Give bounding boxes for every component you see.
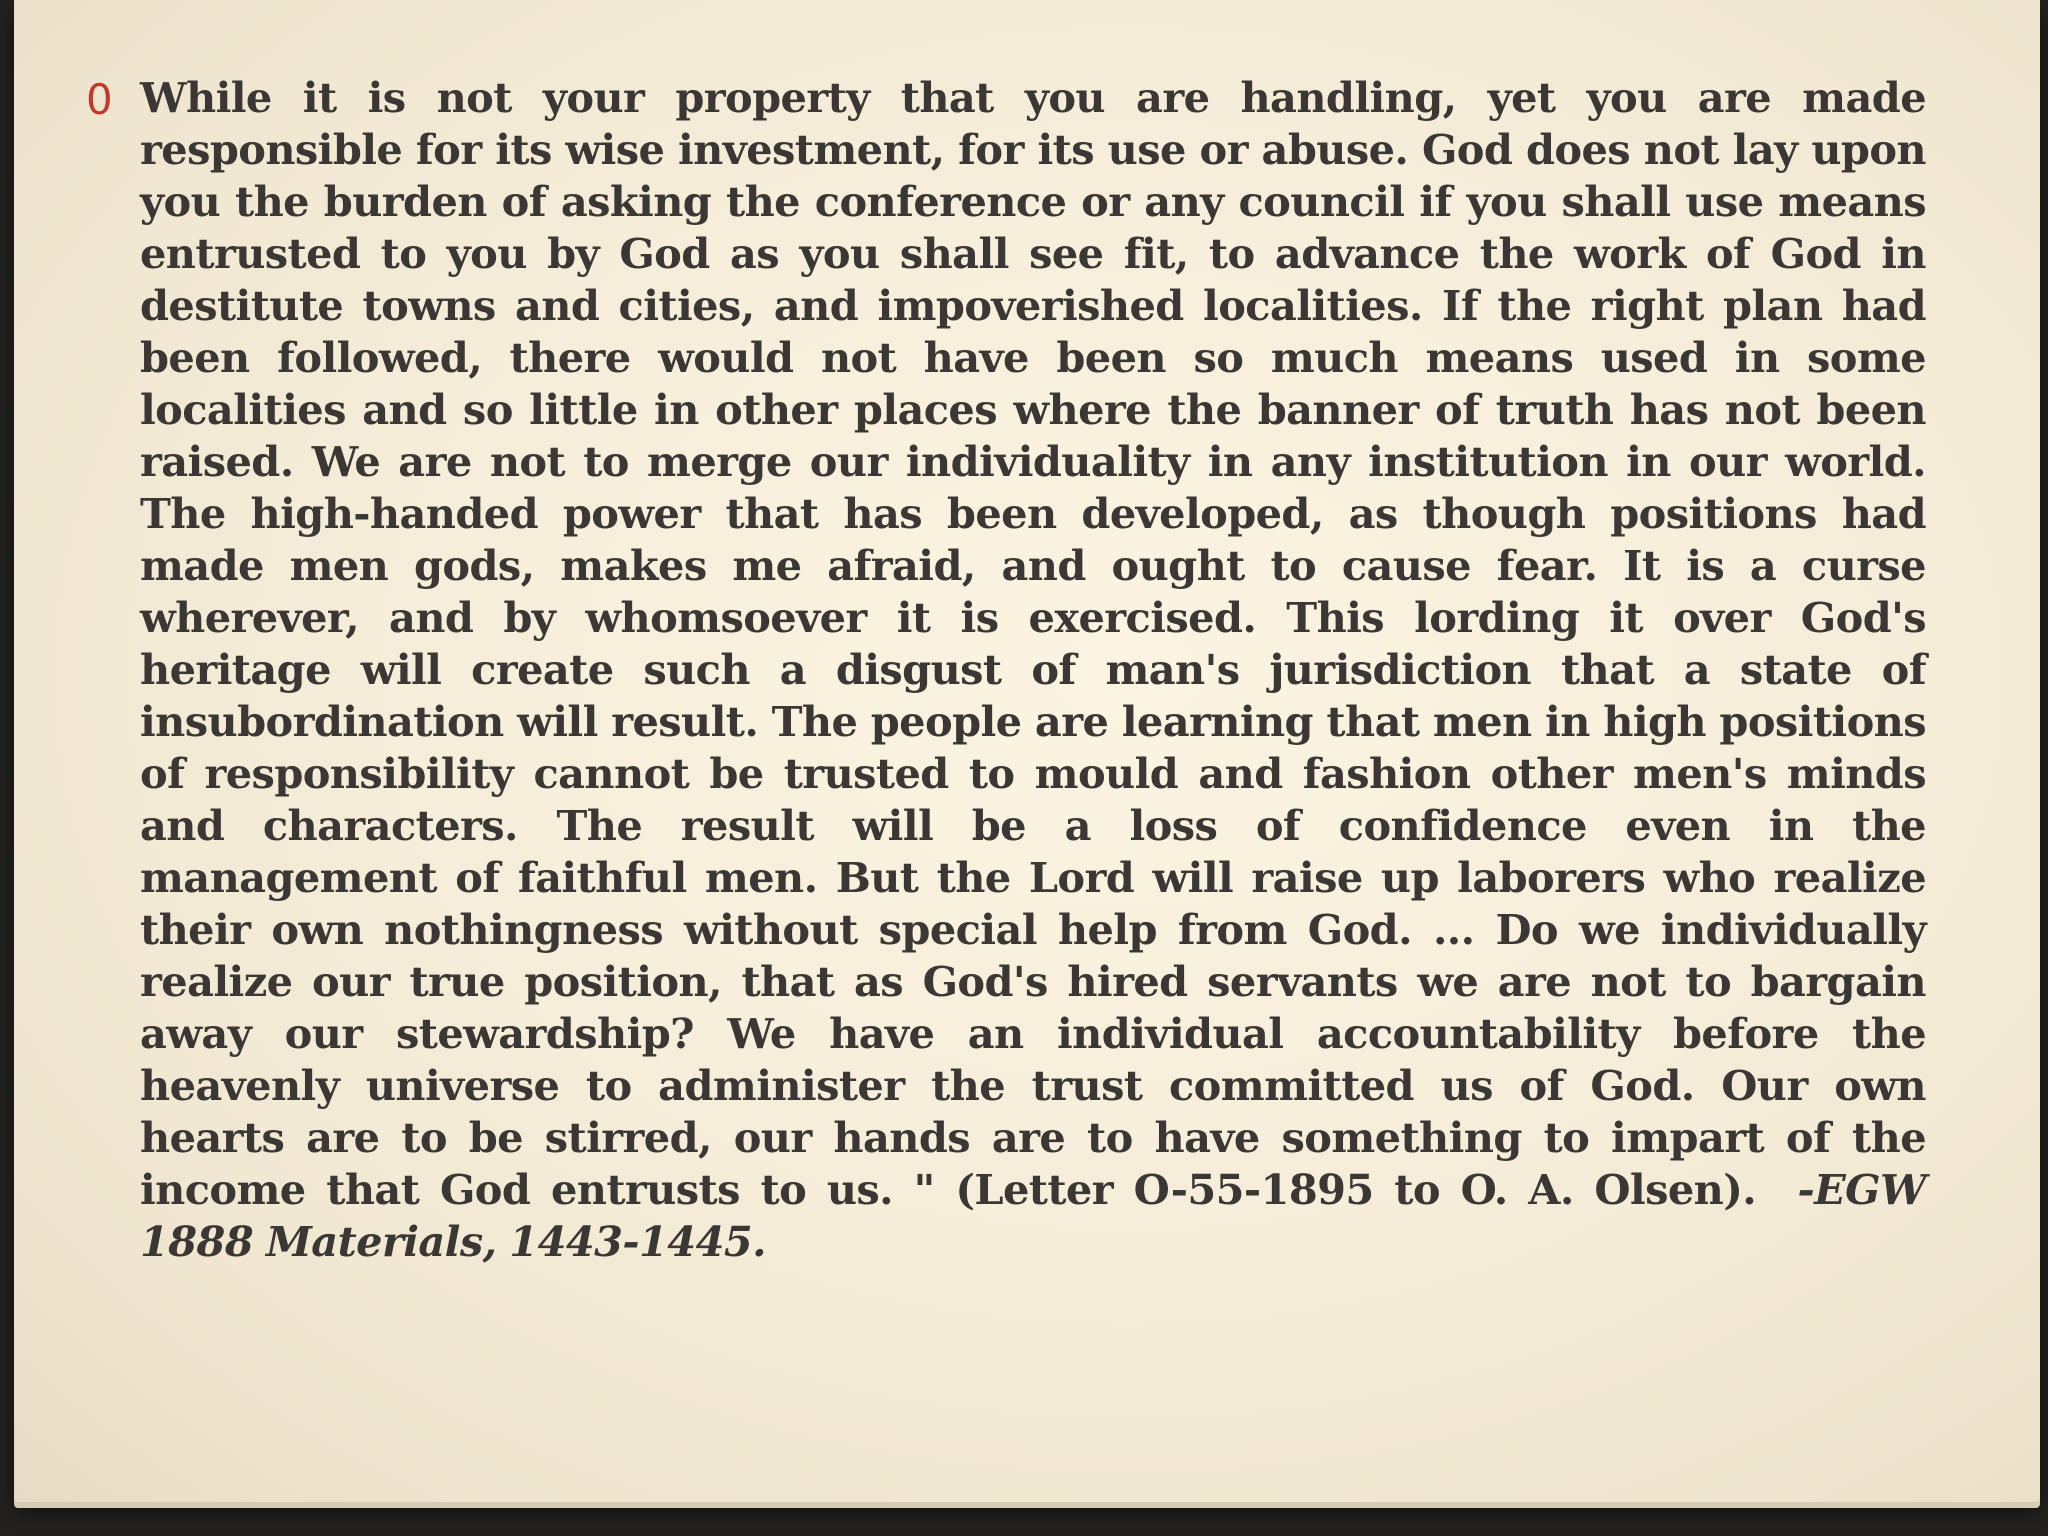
- bullet-marker-icon: 0: [86, 75, 113, 124]
- bullet-item: [86, 72, 1926, 1268]
- quote-paragraph: [140, 72, 1926, 1268]
- quote-text: While it is not your property that you are handling, yet you are made responsible for its wise investment, for its use or abuse. God does not lay upon you the burden of asking the conference or any council if you shall use means entrusted to you by God as you shall see fit, to advance the work of God in destitute towns and cities, and impoverished localities. If the right plan had been followed, there would not have been so much means used in some localities and so little in other places where the banner of truth has not been raised. We are not to merge our individuality in any institution in our world. The high-handed power that has been developed, as though positions had made men gods, makes me afraid, and ought to cause fear. It is a curse wherever, and by whomsoever it is exercised. This lording it over God's heritage will create such a disgust of man's jurisdiction that a state of insubordination will result. The people are learning that men in high positions of responsibility cannot be trusted to mould and fashion other men's minds and characters. The result will be a loss of confidence even in the management of faithful men. But the Lord will raise up laborers who realize their own nothingness without special help from God. ... Do we individually realize our true position, that as God's hired servants we are not to bargain away our stewardship? We have an individual accountability before the heavenly universe to administer the trust committed us of God. Our own hearts are to be stirred, our hands are to have something to impart of the income that God entrusts to us. " (Letter O-55-1895 to O. A. Olsen).: [140, 73, 1926, 1214]
- citation: -EGW 1888 Materials, 1443-1445.: [140, 1165, 1926, 1266]
